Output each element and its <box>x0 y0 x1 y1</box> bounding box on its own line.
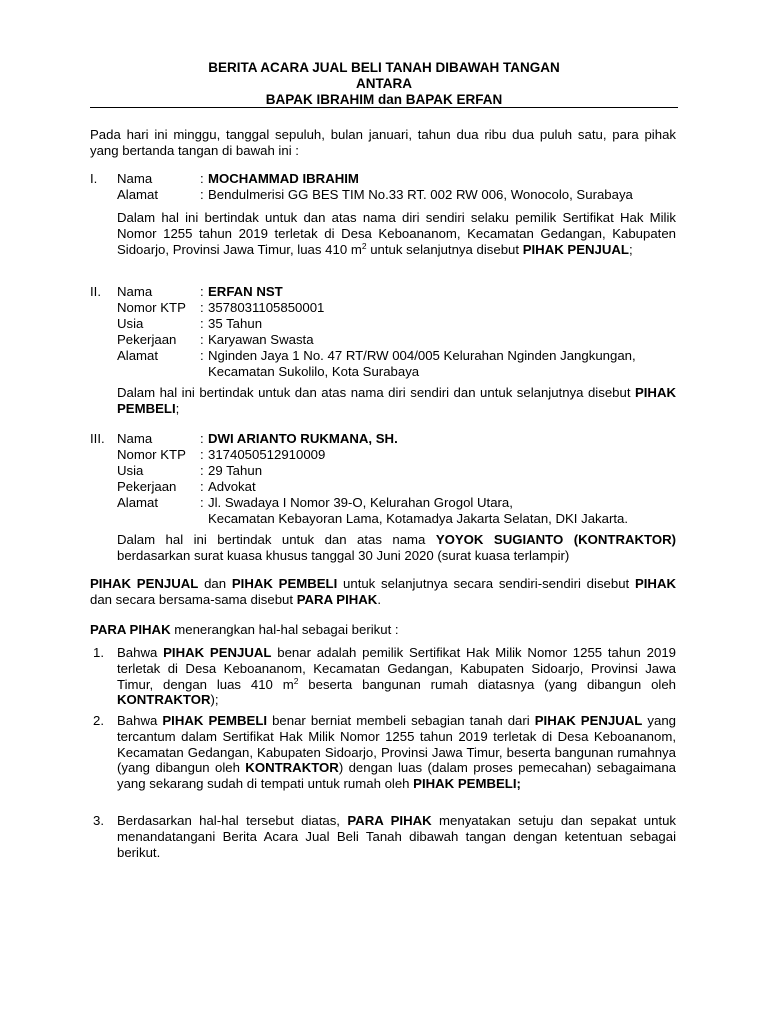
summary-text: . <box>377 591 381 607</box>
party-2-desc-end: ; <box>175 400 180 416</box>
item-text: menyatakan setuju dan sepakat untuk menandatangani Berita Acara Jual Beli Tanah dibawah tangan dengan ketentuan sebagai berikut. <box>117 813 677 860</box>
term-pihak: PIHAK <box>634 576 676 591</box>
party-3-alamat-line2: Kecamatan Kebayoran Lama, Kotamadya Jakarta Selatan, DKI Jakarta. <box>208 511 629 526</box>
party-2-role: PIHAK PEMBELI <box>117 385 676 416</box>
party-2-nama: ERFAN NST <box>208 284 283 299</box>
colon: : <box>200 463 204 478</box>
party-1-numeral: I. <box>90 171 98 186</box>
superscript: 2 <box>293 675 299 686</box>
party-2-alamat-line1: Nginden Jaya 1 No. 47 RT/RW 004/005 Kelurahan Nginden Jangkungan, <box>208 348 636 363</box>
term-para-pihak: PARA PIHAK <box>90 622 171 637</box>
party-3-alamat-line1: Jl. Swadaya I Nomor 39-O, Kelurahan Grogol Utara, <box>208 495 513 510</box>
document-title: BERITA ACARA JUAL BELI TANAH DIBAWAH TANGAN <box>208 60 560 75</box>
superscript: 2 <box>361 240 367 251</box>
party-2-alamat-line2: Kecamatan Sukolilo, Kota Surabaya <box>208 364 420 379</box>
party-2-pekerjaan: Karyawan Swasta <box>208 332 314 347</box>
party-3-nama: DWI ARIANTO RUKMANA, SH. <box>208 431 398 446</box>
party-3-nama-label: Nama <box>117 431 153 446</box>
party-1-description <box>117 210 676 257</box>
list-number: 2. <box>93 713 104 728</box>
list-number: 1. <box>93 645 104 660</box>
summary-text: dan secara bersama-sama disebut <box>90 591 297 607</box>
party-3-description <box>117 532 676 564</box>
parties-summary <box>90 576 676 608</box>
item-text: ); <box>210 692 219 708</box>
colon: : <box>200 431 204 446</box>
colon: : <box>200 479 204 494</box>
party-2-usia: 35 Tahun <box>208 316 263 331</box>
term-pihak-penjual: PIHAK PENJUAL <box>163 645 272 660</box>
party-2-desc-text: Dalam hal ini bertindak untuk dan atas nama diri sendiri dan untuk selanjutnya disebut <box>117 385 635 400</box>
item-text: benar adalah pemilik Sertifikat Hak Milik Nomor 1255 tahun 2019 terletak di Desa Keboananom, Kecamatan Gedangan, Kabupaten Sidoarjo, Provinsi Jawa Timur, dengan luas 410 m <box>117 645 677 692</box>
term-pihak-pembeli: PIHAK PEMBELI; <box>413 776 521 792</box>
list-item <box>117 645 676 708</box>
colon: : <box>200 316 204 331</box>
summary-text: dan <box>198 576 232 591</box>
party-3-ktp: 3174050512910009 <box>208 447 326 462</box>
party-3-desc-text: berdasarkan surat kuasa khusus tanggal 30 Juni 2020 (surat kuasa terlampir) <box>117 547 570 563</box>
party-1-desc-text: Dalam hal ini bertindak untuk dan atas nama diri sendiri selaku pemilik Sertifikat Hak Milik Nomor 1255 tahun 2019 terletak di Desa Keboananom, Kecamatan Gedangan, Kabupaten Sidoarjo, Provinsi Jawa Timur, luas 410 m <box>117 210 676 257</box>
colon: : <box>200 332 204 347</box>
party-2-usia-label: Usia <box>117 316 144 331</box>
item-text: Berdasarkan hal-hal tersebut diatas, <box>117 813 348 828</box>
intro-paragraph: Pada hari ini minggu, tanggal sepuluh, bulan januari, tahun dua ribu dua puluh satu, para pihak yang bertanda tangan di bawah ini : <box>90 127 676 158</box>
party-3-ktp-label: Nomor KTP <box>117 447 186 462</box>
party-1-role: PIHAK PENJUAL <box>522 241 629 257</box>
party-2-ktp-label: Nomor KTP <box>117 300 186 315</box>
party-2-description <box>117 385 676 417</box>
party-2-alamat-label: Alamat <box>117 348 159 363</box>
colon: : <box>200 348 204 363</box>
term-para-pihak: PARA PIHAK <box>296 591 378 607</box>
term-kontraktor: KONTRAKTOR <box>117 692 211 708</box>
colon: : <box>200 171 204 186</box>
party-1-alamat-label: Alamat <box>117 187 159 202</box>
term-pihak-pembeli: PIHAK PEMBELI <box>231 576 338 591</box>
party-1-alamat: Bendulmerisi GG BES TIM No.33 RT. 002 RW 006, Wonocolo, Surabaya <box>208 187 633 202</box>
list-item <box>117 813 676 860</box>
party-3-principal: YOYOK SUGIANTO (KONTRAKTOR) <box>435 532 677 547</box>
party-3-usia-label: Usia <box>117 463 144 478</box>
colon: : <box>200 447 204 462</box>
item-text: beserta bangunan rumah diatasnya (yang dibangun oleh <box>298 676 677 692</box>
party-1-desc-end: ; <box>628 241 633 257</box>
party-3-pekerjaan: Advokat <box>208 479 256 494</box>
item-text: ) dengan luas (dalam proses pemecahan) sebagaimana yang sekarang sudah di tempati untuk rumah oleh <box>117 760 676 792</box>
statement-intro <box>90 622 676 638</box>
party-3-usia: 29 Tahun <box>208 463 263 478</box>
document-title-antara: ANTARA <box>356 76 412 91</box>
document-title-parties: BAPAK IBRAHIM dan BAPAK ERFAN <box>265 92 503 107</box>
party-1-nama-label: Nama <box>117 171 153 186</box>
colon: : <box>200 187 204 202</box>
party-3-pekerjaan-label: Pekerjaan <box>117 479 177 494</box>
title-underline <box>90 107 678 108</box>
party-1-desc-text: untuk selanjutnya disebut <box>366 241 523 257</box>
party-2-pekerjaan-label: Pekerjaan <box>117 332 177 347</box>
list-number: 3. <box>93 813 104 828</box>
term-para-pihak: PARA PIHAK <box>347 813 432 828</box>
colon: : <box>200 495 204 510</box>
colon: : <box>200 284 204 299</box>
item-text: yang tercantum dalam Sertifikat Hak Milik Nomor 1255 tahun 2019 terletak di Desa Keboananom, Kecamatan Gedangan, Kabupaten Sidoarjo, Provinsi Jawa Timur, beserta bangunan rumahnya (yang dibangun oleh <box>117 713 676 776</box>
list-item <box>117 713 676 792</box>
item-text: Bahwa <box>117 645 164 660</box>
term-kontraktor: KONTRAKTOR <box>245 760 339 776</box>
statement-text: menerangkan hal-hal sebagai berikut : <box>170 622 399 637</box>
party-1-nama: MOCHAMMAD IBRAHIM <box>208 171 359 186</box>
term-pihak-penjual: PIHAK PENJUAL <box>90 576 199 591</box>
item-text: Bahwa <box>117 713 163 728</box>
term-pihak-penjual: PIHAK PENJUAL <box>534 713 643 728</box>
party-2-numeral: II. <box>90 284 101 299</box>
party-3-alamat-label: Alamat <box>117 495 159 510</box>
term-pihak-pembeli: PIHAK PEMBELI <box>162 713 268 728</box>
party-2-nama-label: Nama <box>117 284 153 299</box>
summary-text: untuk selanjutnya secara sendiri-sendiri disebut <box>337 576 635 591</box>
colon: : <box>200 300 204 315</box>
party-3-numeral: III. <box>90 431 105 446</box>
party-3-desc-text: Dalam hal ini bertindak untuk dan atas nama <box>117 532 436 547</box>
party-2-ktp: 3578031105850001 <box>208 300 325 315</box>
item-text: benar berniat membeli sebagian tanah dari <box>267 713 535 728</box>
